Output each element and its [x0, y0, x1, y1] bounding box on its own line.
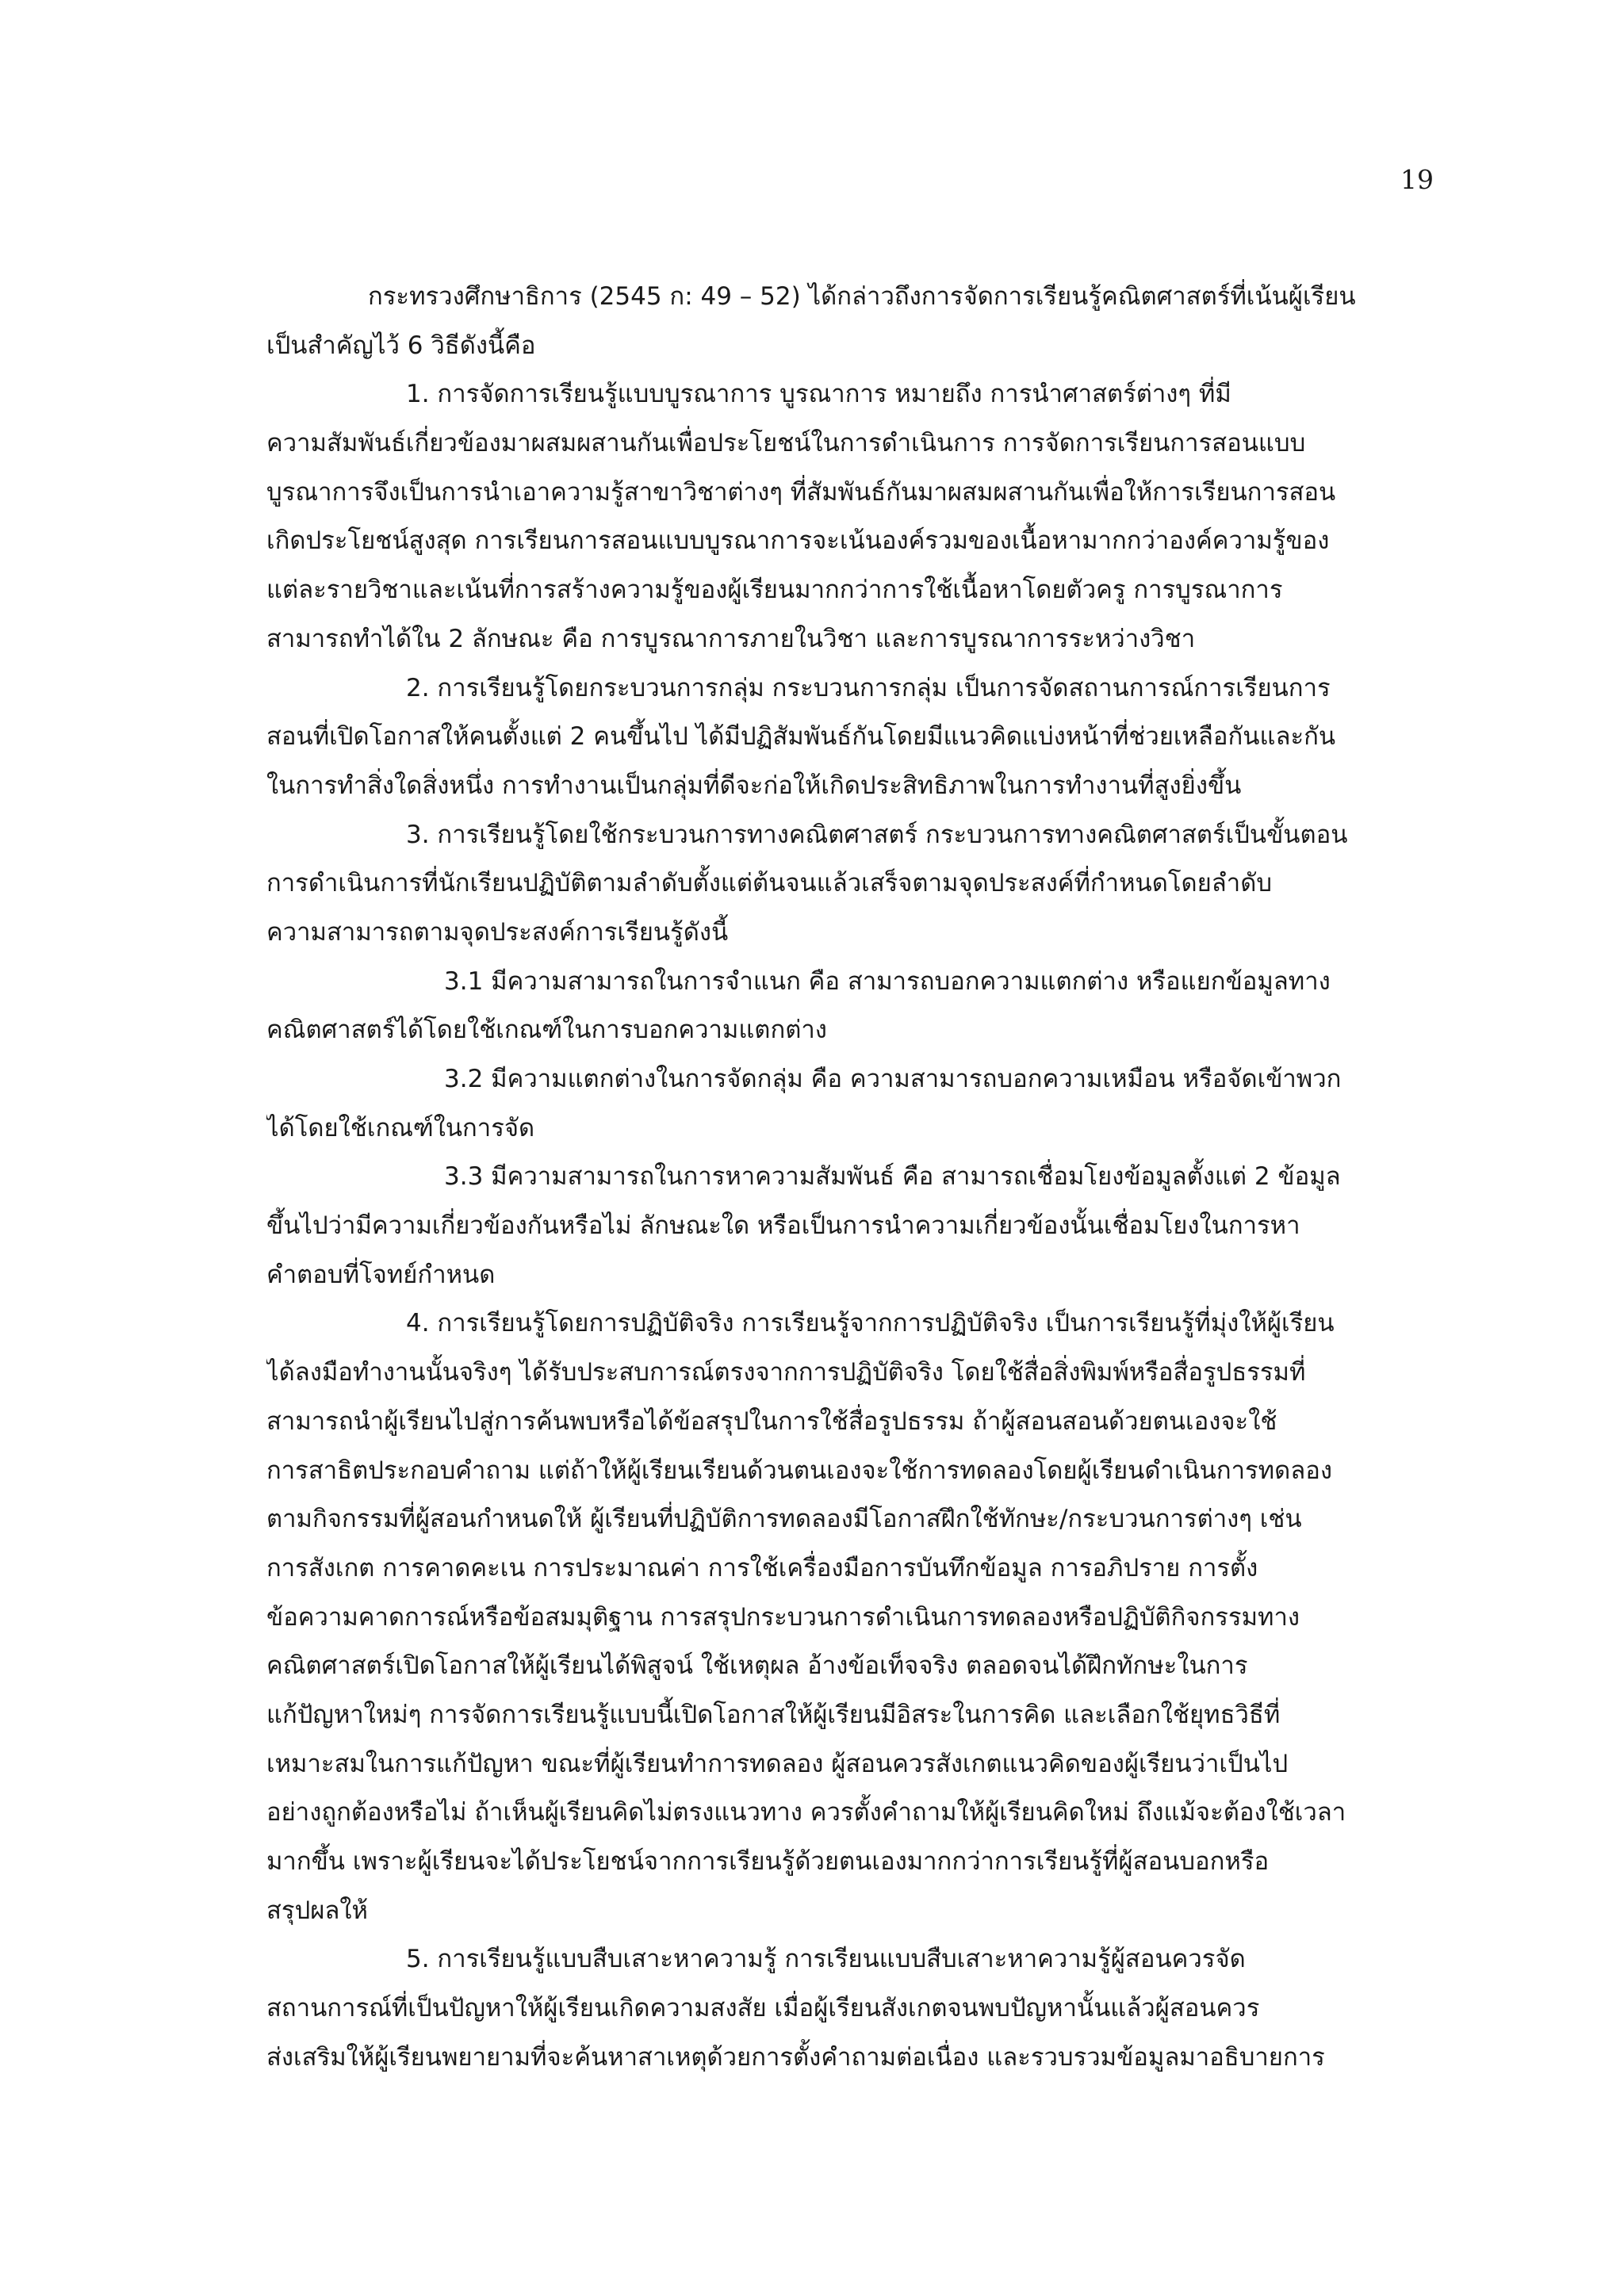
text-line: การสาธิตประกอบคำถาม แต่ถ้าให้ผู้เรียนเรียนด้วนตนเองจะใช้การทดลองโดยผู้เรียนดำเนินการทดลอง — [266, 1456, 1333, 1485]
text-line: เหมาะสมในการแก้ปัญหา ขณะที่ผู้เรียนทำการทดลอง ผู้สอนควรสังเกตแนวคิดของผู้เรียนว่าเป็นไป — [266, 1749, 1289, 1778]
text-line: 3. การเรียนรู้โดยใช้กระบวนการทางคณิตศาสตร์ กระบวนการทางคณิตศาสตร์เป็นขั้นตอน — [406, 820, 1348, 849]
text-line: 3.3 มีความสามารถในการหาความสัมพันธ์ คือ สามารถเชื่อมโยงข้อมูลตั้งแต่ 2 ข้อมูล — [444, 1162, 1341, 1192]
text-line: สถานการณ์ที่เป็นปัญหาให้ผู้เรียนเกิดความสงสัย เมื่อผู้เรียนสังเกตจนพบปัญหานั้นแล้วผู้สอนควร — [266, 1994, 1260, 2023]
text-line: กระทรวงศึกษาธิการ (2545 ก: 49 – 52) ได้กล่าวถึงการจัดการเรียนรู้คณิตศาสตร์ที่เน้นผู้เรียน — [368, 282, 1356, 311]
text-line: คำตอบที่โจทย์กำหนด — [266, 1260, 496, 1289]
text-line: สรุปผลให้ — [266, 1896, 368, 1925]
text-line: คณิตศาสตร์ได้โดยใช้เกณฑ์ในการบอกความแตกต่าง — [266, 1016, 827, 1045]
text-line: สามารถนำผู้เรียนไปสู่การค้นพบหรือได้ข้อสรุปในการใช้สื่อรูปธรรม ถ้าผู้สอนสอนด้วยตนเองจะใช้ — [266, 1406, 1277, 1436]
text-line: เป็นสำคัญไว้ 6 วิธีดังนี้คือ — [266, 331, 536, 360]
page-number: 19 — [1400, 164, 1434, 195]
text-line: ส่งเสริมให้ผู้เรียนพยายามที่จะค้นหาสาเหตุด้วยการตั้งคำถามต่อเนื่อง และรวบรวมข้อมูลมาอธิบายการ — [266, 2042, 1325, 2072]
text-line: เกิดประโยชน์สูงสุด การเรียนการสอนแบบบูรณาการจะเน้นองค์รวมของเนื้อหามากกว่าองค์ความรู้ของ — [266, 526, 1330, 556]
text-line: ความสัมพันธ์เกี่ยวข้องมาผสมผสานกันเพื่อประโยชน์ในการดำเนินการ การจัดการเรียนการสอนแบบ — [266, 429, 1306, 458]
body-text — [266, 273, 1434, 2082]
text-line: สามารถทำได้ใน 2 ลักษณะ คือ การบูรณาการภายในวิชา และการบูรณาการระหว่างวิชา — [266, 624, 1196, 653]
text-line: 1. การจัดการเรียนรู้แบบบูรณาการ บูรณาการ หมายถึง การนำศาสตร์ต่างๆ ที่มี — [406, 380, 1231, 409]
text-line: สอนที่เปิดโอกาสให้คนตั้งแต่ 2 คนขึ้นไป ได้มีปฏิสัมพันธ์กันโดยมีแนวคิดแบ่งหน้าที่ช่วยเหลือกันและกัน — [266, 722, 1336, 752]
text-line: ในการทำสิ่งใดสิ่งหนึ่ง การทำงานเป็นกลุ่มที่ดีจะก่อให้เกิดประสิทธิภาพในการทำงานที่สูงยิ่งขึ้น — [266, 771, 1242, 800]
text-line: 3.1 มีความสามารถในการจำแนก คือ สามารถบอกความแตกต่าง หรือแยกข้อมูลทาง — [444, 966, 1331, 996]
text-line: การสังเกต การคาดคะเน การประมาณค่า การใช้เครื่องมือการบันทึกข้อมูล การอภิปราย การตั้ง — [266, 1553, 1258, 1582]
text-line: ได้โดยใช้เกณฑ์ในการจัด — [266, 1113, 535, 1142]
text-line: อย่างถูกต้องหรือไม่ ถ้าเห็นผู้เรียนคิดไม่ตรงแนวทาง ควรตั้งคำถามให้ผู้เรียนคิดใหม่ ถึงแม้จะต้องใช้เวลา — [266, 1798, 1346, 1827]
text-line: ขึ้นไปว่ามีความเกี่ยวข้องกันหรือไม่ ลักษณะใด หรือเป็นการนำความเกี่ยวข้องนั้นเชื่อมโยงในการหา — [266, 1211, 1300, 1241]
text-line: 3.2 มีความแตกต่างในการจัดกลุ่ม คือ ความสามารถบอกความเหมือน หรือจัดเข้าพวก — [444, 1065, 1342, 1093]
text-line: มากขึ้น เพราะผู้เรียนจะได้ประโยชน์จากการเรียนรู้ด้วยตนเองมากกว่าการเรียนรู้ที่ผู้สอนบอกหรือ — [266, 1847, 1270, 1876]
text-line: แต่ละรายวิชาและเน้นที่การสร้างความรู้ของผู้เรียนมากกว่าการใช้เนื้อหาโดยตัวครู การบูรณาการ — [266, 576, 1283, 605]
text-line: ข้อความคาดการณ์หรือข้อสมมุติฐาน การสรุปกระบวนการดำเนินการทดลองหรือปฏิบัติกิจกรรมทาง — [266, 1602, 1300, 1632]
text-line: 4. การเรียนรู้โดยการปฏิบัติจริง การเรียนรู้จากการปฏิบัติจริง เป็นการเรียนรู้ที่มุ่งให้ผู้เรียน — [406, 1309, 1335, 1338]
text-line: ตามกิจกรรมที่ผู้สอนกำหนดให้ ผู้เรียนที่ปฏิบัติการทดลองมีโอกาสฝึกใช้ทักษะ/กระบวนการต่างๆ เช่น — [266, 1505, 1302, 1534]
text-line: บูรณาการจึงเป็นการนำเอาความรู้สาขาวิชาต่างๆ ที่สัมพันธ์กันมาผสมผสานกันเพื่อให้การเรียนการสอน — [266, 477, 1336, 507]
text-line: แก้ปัญหาใหม่ๆ การจัดการเรียนรู้แบบนี้เปิดโอกาสให้ผู้เรียนมีอิสระในการคิด และเลือกใช้ยุทธวิธีที่ — [266, 1700, 1281, 1729]
text-line: ได้ลงมือทำงานนั้นจริงๆ ได้รับประสบการณ์ตรงจากการปฏิบัติจริง โดยใช้สื่อสิ่งพิมพ์หรือสื่อรูปธรรมที่ — [266, 1358, 1306, 1387]
text-line: การดำเนินการที่นักเรียนปฏิบัติตามลำดับตั้งแต่ต้นจนแล้วเสร็จตามจุดประสงค์ที่กำหนดโดยลำดับ — [266, 869, 1273, 898]
text-line: คณิตศาสตร์เปิดโอกาสให้ผู้เรียนได้พิสูจน์ ใช้เหตุผล อ้างข้อเท็จจริง ตลอดจนได้ฝึกทักษะในการ — [266, 1651, 1248, 1681]
text-line: 5. การเรียนรู้แบบสืบเสาะหาความรู้ การเรียนแบบสืบเสาะหาความรู้ผู้สอนควรจัด — [406, 1945, 1246, 1974]
text-line: ความสามารถตามจุดประสงค์การเรียนรู้ดังนี้ — [266, 917, 729, 947]
text-line: 2. การเรียนรู้โดยกระบวนการกลุ่ม กระบวนการกลุ่ม เป็นการจัดสถานการณ์การเรียนการ — [406, 673, 1331, 702]
